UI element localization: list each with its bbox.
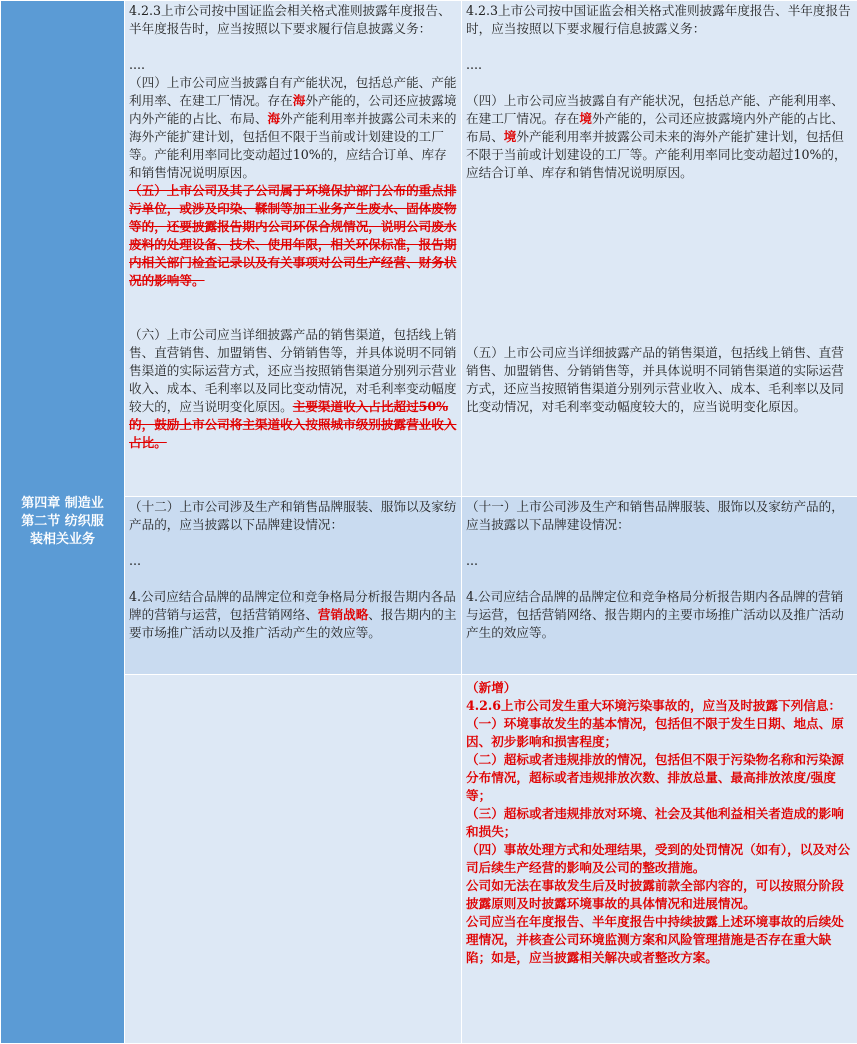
new-item-2: （二）超标或者违规排放的情况，包括但不限于污染物名称和污染源分布情况，超标或者违规排放次数、排放总量、最高排放浓度/强度等； — [466, 751, 853, 805]
new-ellipsis-2: ... — [466, 552, 853, 570]
new-text-cell-2 — [462, 497, 857, 675]
new-item-1: （一）环境事故发生的基本情况，包括但不限于发生日期、地点、原因、初步影响和损害程度； — [466, 715, 853, 751]
section-label-text: 第四章 制造业 第二节 纺织服 装相关业务 — [7, 495, 118, 549]
old-clause-12: （十二）上市公司涉及生产和销售品牌服装、服饰以及家纺产品的，应当披露以下品牌建设情况： — [129, 498, 457, 534]
old-ellipsis-2: ... — [129, 552, 457, 570]
new-item-3: （三）超标或者违规排放对环境、社会及其他利益相关者造成的影响和损失； — [466, 805, 853, 841]
old-intro: 4.2.3上市公司按中国证监会相关格式准则披露年度报告、半年度报告时，应当按照以下要求履行信息披露义务： — [129, 2, 457, 38]
new-note-2: 公司应当在年度报告、半年度报告中持续披露上述环境事故的后续处理情况，并核查公司环境监测方案和风险管理措施是否存在重大缺陷；如是，应当披露相关解决或者整改方案。 — [466, 913, 853, 967]
table-row — [1, 675, 857, 1044]
new-brand-clause: 4.公司应结合品牌的品牌定位和竞争格局分析报告期内各品牌的营销与运营，包括营销网络、报告期内的主要市场推广活动以及推广活动产生的效应等。 — [466, 588, 853, 642]
new-note-1: 公司如无法在事故发生后及时披露前款全部内容的，可以按照分阶段披露原则及时披露环境事故的具体情况和进展情况。 — [466, 877, 853, 913]
old-brand-clause: 4.公司应结合品牌的品牌定位和竞争格局分析报告期内各品牌的营销与运营，包括营销网络、营销战略、报告期内的主要市场推广活动以及推广活动产生的效应等。 — [129, 588, 457, 642]
new-article-head: 4.2.6上市公司发生重大环境污染事故的，应当及时披露下列信息： — [466, 697, 853, 715]
old-ellipsis: .... — [129, 56, 457, 74]
old-text-cell-3 — [125, 675, 462, 1044]
deleted-clause-5: （五）上市公司及其子公司属于环境保护部门公布的重点排污单位，或涉及印染、鞣制等加工业务产生废水、固体废物等的，还要披露报告期内公司环保合规情况，说明公司废水废料的处理设备、技术、使用年限，相关环保标准，报告期内相关部门检查记录以及有关事项对公司生产经营、财务状况的影响等。 — [129, 182, 457, 290]
old-text-cell-2 — [125, 497, 462, 675]
highlight-changed: 海 — [268, 111, 281, 126]
old-clause-6: （六）上市公司应当详细披露产品的销售渠道，包括线上销售、直营销售、加盟销售、分销销售等，并具体说明不同销售渠道的实际运营方式，还应当按照销售渠道分别列示营业收入、成本、毛利率以及同比变动情况，对毛利率变动幅度较大的，应当说明变化原因。主要渠道收入占比超过50%的，鼓励上市公司将主渠道收入按照城市级别披露营业收入占比。 — [129, 326, 457, 452]
old-text-cell-1 — [125, 1, 462, 497]
table-row — [1, 497, 857, 675]
new-text-cell-3 — [462, 675, 857, 1044]
new-clause-5: （五）上市公司应当详细披露产品的销售渠道，包括线上销售、直营销售、加盟销售、分销销售等，并具体说明不同销售渠道的实际运营方式，还应当按照销售渠道分别列示营业收入、成本、毛利率以及同比变动情况，对毛利率变动幅度较大的，应当说明变化原因。 — [466, 344, 853, 416]
new-intro: 4.2.3上市公司按中国证监会相关格式准则披露年度报告、半年度报告时，应当按照以下要求履行信息披露义务： — [466, 2, 853, 38]
highlight-changed: 海 — [293, 93, 306, 108]
new-clause-4: （四）上市公司应当披露自有产能状况，包括总产能、产能利用率、在建工厂情况。存在境外产能的，公司还应披露境内外产能的占比、布局、境外产能利用率并披露公司未来的海外产能扩建计划，包括但不限于当前或计划建设的工厂等。产能利用率同比变动超过10%的，应结合订单、库存和销售情况说明原因。 — [466, 92, 853, 182]
old-clause-4: （四）上市公司应当披露自有产能状况，包括总产能、产能利用率、在建工厂情况。存在海外产能的，公司还应披露境内外产能的占比、布局、海外产能利用率并披露公司未来的海外产能扩建计划，包括但不限于当前或计划建设的工厂等。产能利用率同比变动超过10%的，应结合订单、库存和销售情况说明原因。 — [129, 74, 457, 182]
highlight-deleted: 营销战略 — [318, 607, 368, 622]
section-label — [1, 1, 125, 1044]
new-text-cell-1 — [462, 1, 857, 497]
highlight-changed: 境 — [504, 129, 517, 144]
deleted-sentence: 主要渠道收入占比超过50%的，鼓励上市公司将主渠道收入按照城市级别披露营业收入占比。 — [129, 399, 456, 450]
new-tag: （新增） — [466, 679, 853, 697]
table-row — [1, 1, 857, 497]
new-item-4: （四）事故处理方式和处理结果，受到的处罚情况（如有），以及对公司后续生产经营的影响及公司的整改措施。 — [466, 841, 853, 877]
new-ellipsis: .... — [466, 56, 853, 74]
new-clause-11: （十一）上市公司涉及生产和销售品牌服装、服饰以及家纺产品的，应当披露以下品牌建设情况： — [466, 498, 853, 534]
highlight-changed: 境 — [579, 111, 592, 126]
